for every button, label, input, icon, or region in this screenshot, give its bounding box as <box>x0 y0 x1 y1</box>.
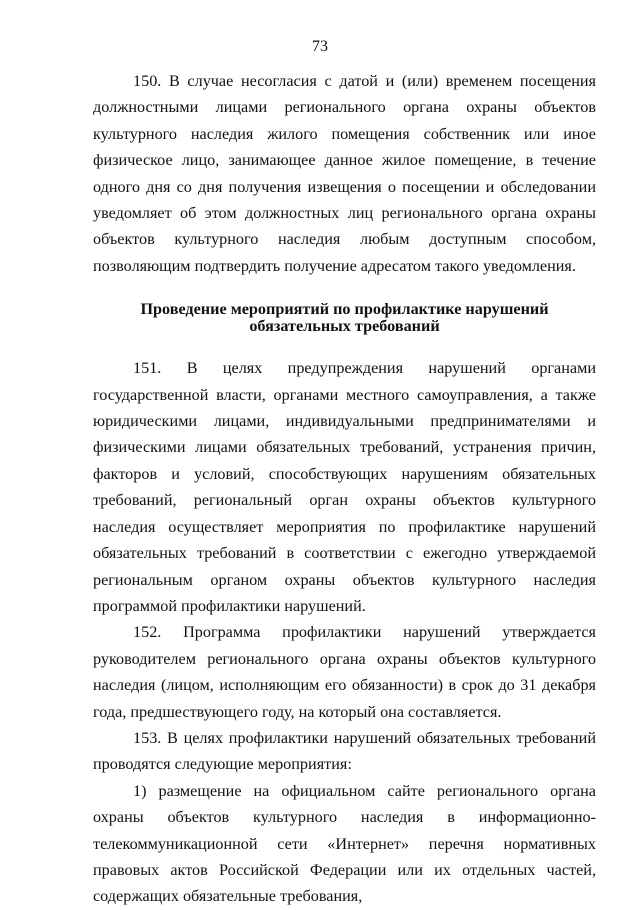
document-body <box>93 68 596 910</box>
paragraph-153: 153. В целях профилактики нарушений обязательных требований проводятся следующие мероприятия: <box>93 728 596 774</box>
list-item-1: 1) размещение на официальном сайте регионального органа охраны объектов культурного наследия в информационно-телекоммуникационной сети «Интернет» перечня нормативных правовых актов Российской Федерации или их отдельных частей, содержащих обязательные требования, <box>93 781 596 906</box>
paragraph-151: 151. В целях предупреждения нарушений органами государственной власти, органами местного самоуправления, а также юридическими лицами, индивидуальными предпринимателями и физическими лицами обязательных требований, устранения причин, факторов и условий, способствующих нарушениям обязательных требований, региональный орган охраны объектов культурного наследия осуществляет мероприятия по профилактике нарушений обязательных требований в соответствии с ежегодно утверждаемой региональным органом охраны объектов культурного наследия программой профилактики нарушений. <box>93 359 596 615</box>
paragraph-150: 150. В случае несогласия с датой и (или) временем посещения должностными лицами регионального органа охраны объектов культурного наследия жилого помещения собственник или иное физическое лицо, занимающее данное жилое помещение, в течение одного дня со дня получения извещения о посещении и обследовании уведомляет об этом должностных лиц регионального органа охраны объектов культурного наследия любым доступным способом, позволяющим подтвердить получение адресатом такого уведомления. <box>93 72 596 275</box>
section-heading: Проведение мероприятий по профилактике нарушений обязательных требований <box>140 300 549 336</box>
page-number: 73 <box>312 38 328 55</box>
paragraph-152: 152. Программа профилактики нарушений утверждается руководителем регионального органа охраны объектов культурного наследия (лицом, исполняющим его обязанности) в срок до 31 декабря года, предшествующего году, на который она составляется. <box>93 623 596 721</box>
